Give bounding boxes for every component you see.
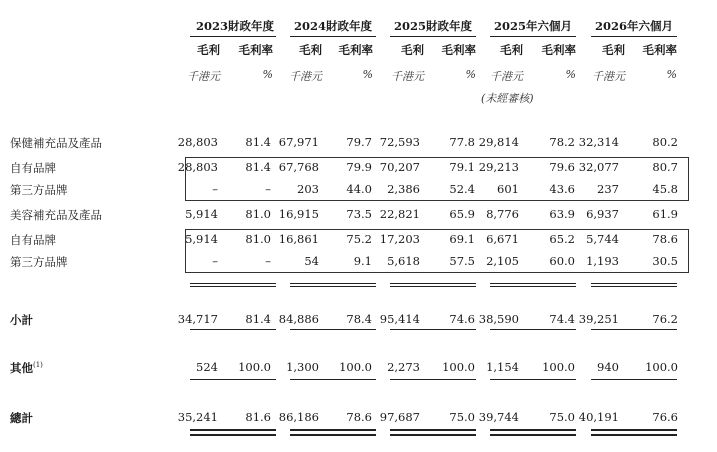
gross-margin-cell: 81.4 bbox=[245, 135, 271, 149]
gross-margin-cell: 81.0 bbox=[245, 207, 271, 221]
row-label-health: 保健補充品及產品 bbox=[10, 136, 102, 150]
gross-profit-cell: 34,717 bbox=[177, 312, 218, 326]
gross-margin-cell: 100.0 bbox=[645, 360, 678, 374]
gross-margin-cell: 81.6 bbox=[245, 410, 271, 424]
gross-profit-cell: 6,671 bbox=[486, 232, 519, 246]
gross-margin-cell: 45.8 bbox=[652, 182, 678, 196]
gross-margin-cell: 100.0 bbox=[442, 360, 475, 374]
gp-header: 毛利 bbox=[197, 43, 220, 57]
gross-profit-cell: 237 bbox=[597, 182, 619, 196]
gross-profit-cell: 28,803 bbox=[177, 135, 218, 149]
gross-profit-cell: 5,914 bbox=[185, 207, 218, 221]
gross-profit-cell: 2,105 bbox=[486, 254, 519, 268]
row-label-others: 其他$^{(1)}$ bbox=[10, 361, 43, 375]
gross-margin-cell: 65.9 bbox=[449, 207, 475, 221]
gross-margin-cell: 43.6 bbox=[549, 182, 575, 196]
row-label-beauty-third: 第三方品牌 bbox=[10, 255, 68, 269]
gross-margin-cell: 79.9 bbox=[346, 160, 372, 174]
gross-profit-cell: 601 bbox=[497, 182, 519, 196]
gp-unit: 千港元 bbox=[187, 70, 220, 83]
gross-profit-cell: 5,744 bbox=[586, 232, 619, 246]
gross-margin-cell: 57.5 bbox=[449, 254, 475, 268]
gp-unit: 千港元 bbox=[391, 70, 424, 83]
gross-margin-cell: 65.2 bbox=[549, 232, 575, 246]
gross-profit-cell: 524 bbox=[196, 360, 218, 374]
gross-profit-cell: 6,937 bbox=[586, 207, 619, 221]
margin-unit: % bbox=[362, 68, 373, 81]
gross-profit-cell: 95,414 bbox=[379, 312, 420, 326]
gross-profit-cell: 203 bbox=[297, 182, 319, 196]
gross-margin-cell: 80.7 bbox=[652, 160, 678, 174]
gp-unit: 千港元 bbox=[490, 70, 523, 83]
gross-profit-cell: 5,618 bbox=[387, 254, 420, 268]
margin-header: 毛利率 bbox=[338, 43, 373, 57]
gross-profit-cell: 39,251 bbox=[578, 312, 619, 326]
gross-margin-cell: 74.6 bbox=[449, 312, 475, 326]
unaudited-note: (未經審核) bbox=[481, 92, 534, 105]
gross-margin-cell: 9.1 bbox=[353, 254, 372, 268]
gross-profit-cell: 54 bbox=[304, 254, 319, 268]
gross-profit-cell: 86,186 bbox=[278, 410, 319, 424]
gross-margin-cell: 73.5 bbox=[346, 207, 372, 221]
row-label-beauty: 美容補充品及產品 bbox=[10, 208, 102, 222]
gross-margin-cell: 79.1 bbox=[449, 160, 475, 174]
gross-profit-cell: 84,886 bbox=[278, 312, 319, 326]
period-title-2024: 2024財政年度 bbox=[293, 19, 372, 33]
gp-header: 毛利 bbox=[299, 43, 322, 57]
margin-header: 毛利率 bbox=[238, 43, 273, 57]
gross-profit-cell: 5,914 bbox=[185, 232, 218, 246]
row-label-health-third: 第三方品牌 bbox=[10, 183, 68, 197]
footnote-marker: (1) bbox=[33, 361, 43, 370]
gross-profit-cell: 35,241 bbox=[177, 410, 218, 424]
gross-margin-cell: 76.2 bbox=[652, 312, 678, 326]
gross-profit-cell: 97,687 bbox=[379, 410, 420, 424]
gross-margin-cell: 78.4 bbox=[346, 312, 372, 326]
gross-profit-cell: 39,744 bbox=[478, 410, 519, 424]
gross-profit-cell: – bbox=[212, 254, 218, 268]
gross-margin-cell: 60.0 bbox=[549, 254, 575, 268]
gross-margin-cell: 61.9 bbox=[652, 207, 678, 221]
gross-margin-cell: 78.6 bbox=[652, 232, 678, 246]
gross-margin-cell: 63.9 bbox=[549, 207, 575, 221]
gp-header: 毛利 bbox=[602, 43, 625, 57]
gross-profit-cell: 1,193 bbox=[586, 254, 619, 268]
period-title-2025-6m: 2025年六個月 bbox=[493, 19, 572, 33]
margin-unit: % bbox=[565, 68, 576, 81]
row-label-health-own: 自有品牌 bbox=[10, 161, 56, 175]
gross-margin-cell: 69.1 bbox=[449, 232, 475, 246]
gross-profit-cell: 38,590 bbox=[478, 312, 519, 326]
period-title-2025: 2025財政年度 bbox=[393, 19, 472, 33]
row-label-total: 總計 bbox=[10, 411, 33, 425]
gross-margin-cell: 76.6 bbox=[652, 410, 678, 424]
gp-unit: 千港元 bbox=[592, 70, 625, 83]
gross-margin-cell: 79.6 bbox=[549, 160, 575, 174]
gross-margin-cell: 44.0 bbox=[346, 182, 372, 196]
gross-profit-cell: 32,077 bbox=[578, 160, 619, 174]
gross-profit-cell: 2,273 bbox=[387, 360, 420, 374]
gross-margin-cell: 30.5 bbox=[652, 254, 678, 268]
margin-unit: % bbox=[262, 68, 273, 81]
gross-profit-cell: – bbox=[212, 182, 218, 196]
gross-profit-cell: 32,314 bbox=[578, 135, 619, 149]
gross-margin-cell: – bbox=[265, 254, 271, 268]
gross-profit-cell: 2,386 bbox=[387, 182, 420, 196]
gross-profit-cell: 40,191 bbox=[578, 410, 619, 424]
gross-margin-cell: 100.0 bbox=[238, 360, 271, 374]
gross-profit-cell: 17,203 bbox=[379, 232, 420, 246]
gross-margin-cell: – bbox=[265, 182, 271, 196]
margin-header: 毛利率 bbox=[441, 43, 476, 57]
gross-margin-cell: 79.7 bbox=[346, 135, 372, 149]
gross-margin-cell: 100.0 bbox=[339, 360, 372, 374]
gross-profit-cell: 1,300 bbox=[286, 360, 319, 374]
gross-profit-cell: 29,213 bbox=[478, 160, 519, 174]
gross-profit-cell: 1,154 bbox=[486, 360, 519, 374]
gross-margin-cell: 81.0 bbox=[245, 232, 271, 246]
gross-margin-cell: 78.6 bbox=[346, 410, 372, 424]
row-label-subtotal: 小計 bbox=[10, 313, 33, 327]
gross-margin-cell: 75.0 bbox=[549, 410, 575, 424]
gross-profit-cell: 28,803 bbox=[177, 160, 218, 174]
gross-profit-cell: 16,915 bbox=[278, 207, 319, 221]
margin-header: 毛利率 bbox=[541, 43, 576, 57]
gross-margin-cell: 52.4 bbox=[449, 182, 475, 196]
gross-profit-cell: 72,593 bbox=[379, 135, 420, 149]
margin-unit: % bbox=[465, 68, 476, 81]
gross-margin-cell: 81.4 bbox=[245, 160, 271, 174]
period-title-2026-6m: 2026年六個月 bbox=[594, 19, 673, 33]
gross-margin-cell: 75.0 bbox=[449, 410, 475, 424]
gross-profit-cell: 22,821 bbox=[379, 207, 420, 221]
gross-profit-cell: 67,971 bbox=[278, 135, 319, 149]
gross-profit-cell: 940 bbox=[597, 360, 619, 374]
gross-margin-cell: 77.8 bbox=[449, 135, 475, 149]
gp-unit: 千港元 bbox=[289, 70, 322, 83]
gross-margin-cell: 81.4 bbox=[245, 312, 271, 326]
margin-header: 毛利率 bbox=[642, 43, 677, 57]
gross-profit-cell: 67,768 bbox=[278, 160, 319, 174]
gross-profit-cell: 70,207 bbox=[379, 160, 420, 174]
gp-header: 毛利 bbox=[401, 43, 424, 57]
gross-profit-cell: 29,814 bbox=[478, 135, 519, 149]
gross-profit-cell: 16,861 bbox=[278, 232, 319, 246]
gross-margin-cell: 80.2 bbox=[652, 135, 678, 149]
gross-margin-cell: 74.4 bbox=[549, 312, 575, 326]
gross-margin-cell: 100.0 bbox=[542, 360, 575, 374]
gross-margin-cell: 75.2 bbox=[346, 232, 372, 246]
gp-header: 毛利 bbox=[500, 43, 523, 57]
gross-margin-cell: 78.2 bbox=[549, 135, 575, 149]
period-title-2023: 2023財政年度 bbox=[195, 19, 274, 33]
gross-profit-cell: 8,776 bbox=[486, 207, 519, 221]
row-label-beauty-own: 自有品牌 bbox=[10, 233, 56, 247]
margin-unit: % bbox=[666, 68, 677, 81]
